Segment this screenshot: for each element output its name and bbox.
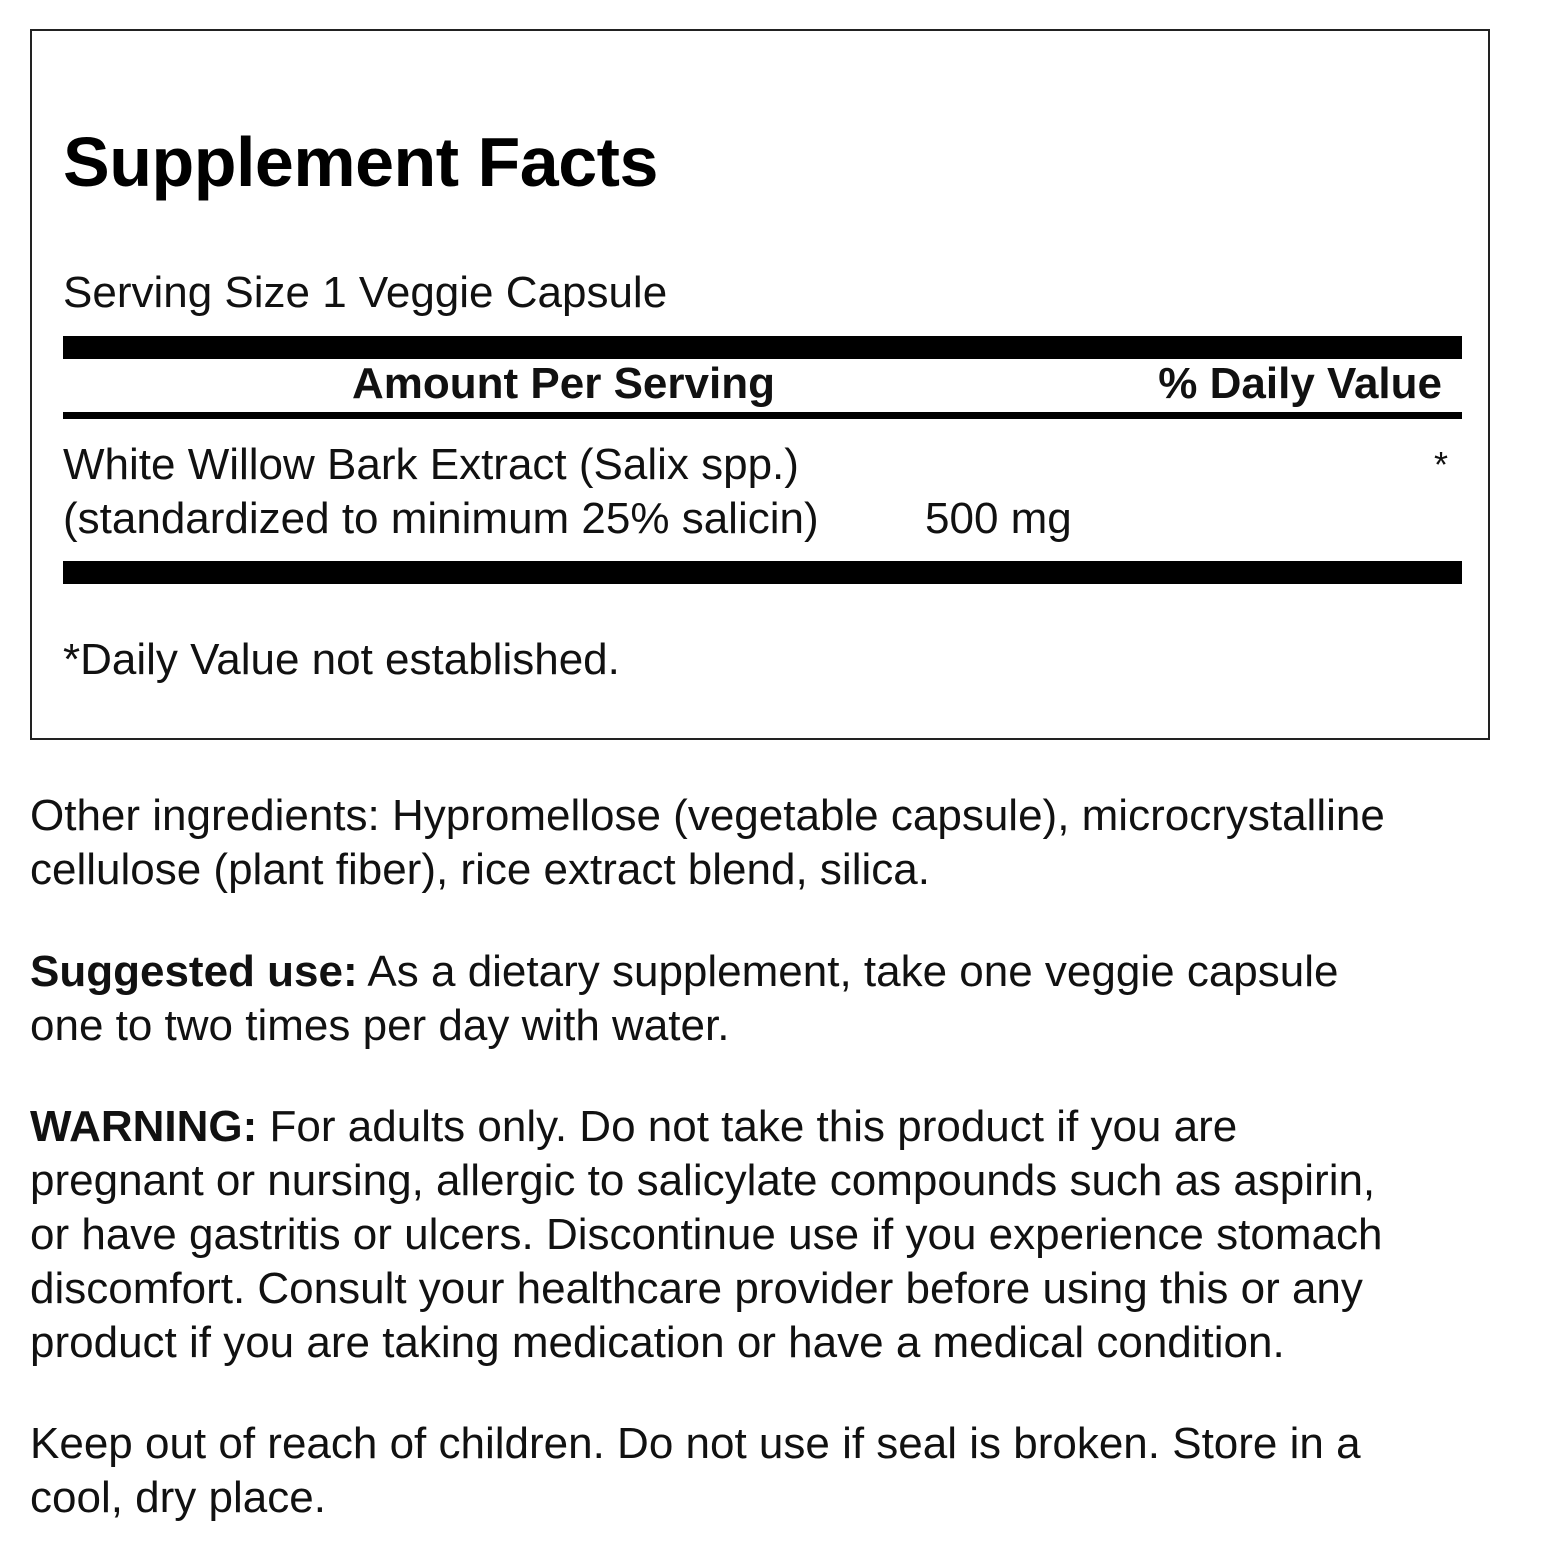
storage-paragraph [30,1417,1520,1525]
other-ingredients-line1: Other ingredients: Hypromellose (vegetable capsule), microcrystalline [30,791,1385,840]
supplement-facts-title: Supplement Facts [63,123,658,201]
warning-line2: pregnant or nursing, allergic to salicylate compounds such as aspirin, [30,1156,1376,1205]
suggested-use-paragraph [30,945,1520,1053]
daily-value-header: % Daily Value [1158,359,1442,408]
thick-divider-bottom [63,561,1462,584]
ingredient-amount: 500 mg [925,494,1072,543]
warning-line5: product if you are taking medication or have a medical condition. [30,1318,1285,1367]
thin-divider [63,412,1462,419]
suggested-use-label: Suggested use: [30,947,358,996]
ingredient-daily-value: * [1433,444,1448,485]
warning-line3: or have gastritis or ulcers. Discontinue use if you experience stomach [30,1210,1383,1259]
storage-line1: Keep out of reach of children. Do not use if seal is broken. Store in a [30,1419,1361,1468]
suggested-use-line1: As a dietary supplement, take one veggie capsule [357,947,1339,996]
amount-per-serving-header: Amount Per Serving [352,359,775,408]
suggested-use-line2: one to two times per day with water. [30,1001,730,1050]
warning-label: WARNING: [30,1102,258,1151]
thick-divider-top [63,336,1462,359]
supplement-facts-panel [30,29,1490,740]
warning-line4: discomfort. Consult your healthcare provider before using this or any [30,1264,1363,1313]
other-ingredients-line2: cellulose (plant fiber), rice extract blend, silica. [30,845,930,894]
warning-paragraph [30,1100,1520,1370]
serving-size: Serving Size 1 Veggie Capsule [63,268,668,317]
ingredient-name-line2: (standardized to minimum 25% salicin) [63,494,819,543]
storage-line2: cool, dry place. [30,1473,326,1522]
daily-value-footnote: *Daily Value not established. [63,635,620,684]
warning-line1: For adults only. Do not take this product if you are [257,1102,1238,1151]
other-ingredients-paragraph [30,789,1520,897]
ingredient-name-line1: White Willow Bark Extract (Salix spp.) [63,440,799,489]
